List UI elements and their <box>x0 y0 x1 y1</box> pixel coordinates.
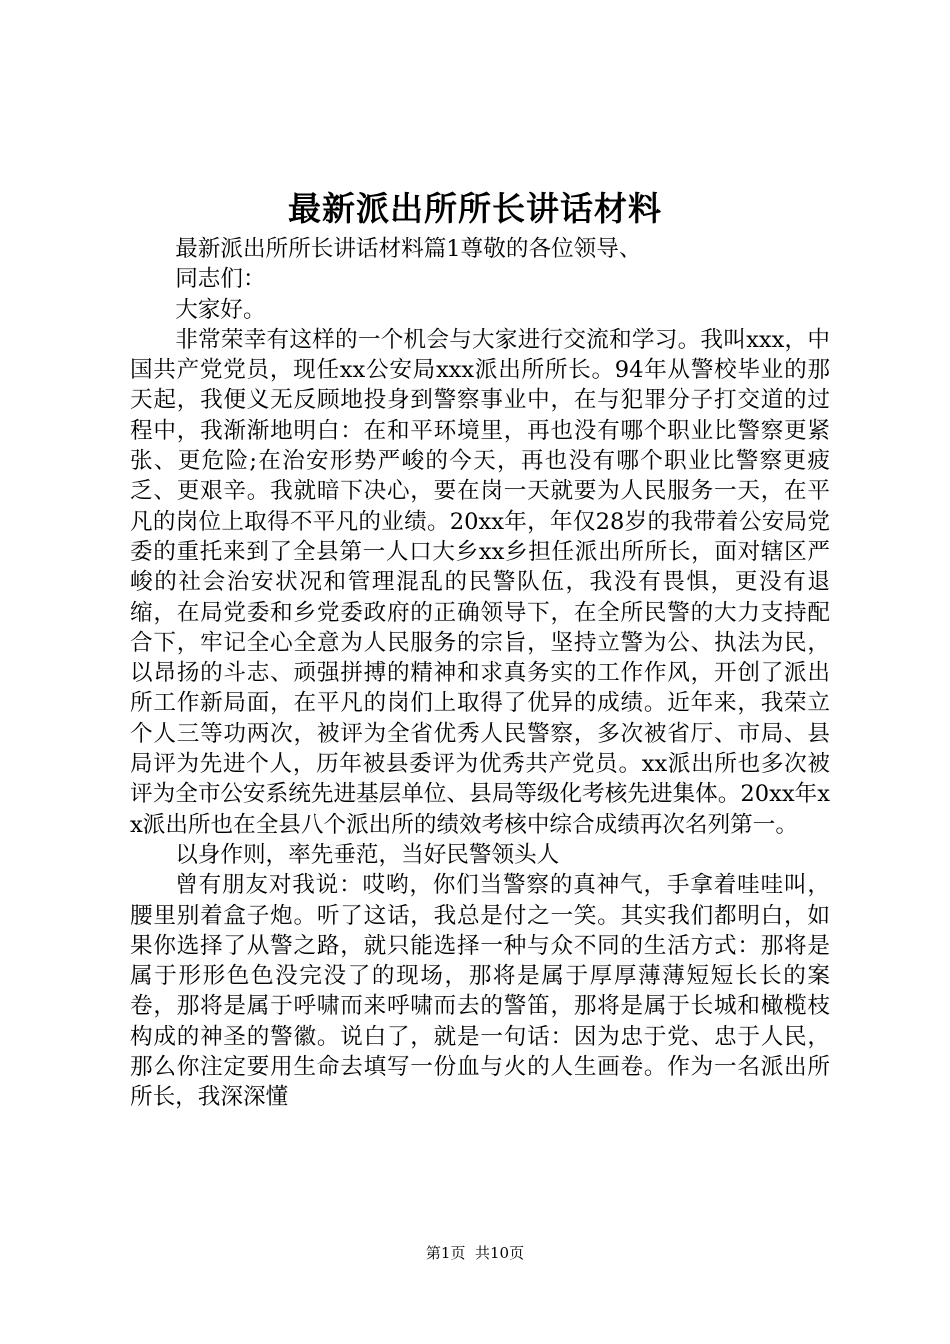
document-body <box>130 234 830 1113</box>
page-number: 第1页 <box>425 1244 466 1262</box>
paragraph-self-introduction: 非常荣幸有这样的一个机会与大家进行交流和学习。我叫xxx，中国共产党党员，现任xx公安局xxx派出所所长。94年从警校毕业的那天起，我便义无反顾地投身到警察事业中，在与犯罪分子打交道的过程中，我渐渐地明白：在和平环境里，再也没有哪个职业比警察更紧张、更危险;在治安形势严峻的今天，再也没有哪个职业比警察更疲乏、更艰辛。我就暗下决心，要在岗一天就要为人民服务一天，在平凡的岗位上取得不平凡的业绩。20xx年，年仅28岁的我带着公安局党委的重托来到了全县第一人口大乡xx乡担任派出所所长，面对辖区严峻的社会治安状况和管理混乱的民警队伍，我没有畏惧，更没有退缩，在局党委和乡党委政府的正确领导下，在全所民警的大力支持配合下，牢记全心全意为人民服务的宗旨，坚持立警为公、执法为民，以昂扬的斗志、顽强拼搏的精神和求真务实的工作作风，开创了派出所工作新局面，在平凡的岗们上取得了优异的成绩。近年来，我荣立个人三等功两次，被评为全省优秀人民警察，多次被省厅、市局、县局评为先进个人，历年被县委评为优秀共产党员。xx派出所也多次被评为全市公安系统先进基层单位、县局等级化考核先进集体。20xx年xx派出所也在全县八个派出所的绩效考核中综合成绩再次名列第一。 <box>130 326 830 838</box>
section-heading: 以身作则，率先垂范，当好民警领头人 <box>175 841 560 868</box>
paragraph-section-body: 曾有朋友对我说：哎哟，你们当警察的真神气，手拿着哇哇叫，腰里别着盒子炮。听了这话，我总是付之一笑。其实我们都明白，如果你选择了从警之路，就只能选择一种与众不同的生活方式：那将是属于形形色色没完没了的现场，那将是属于厚厚薄薄短短长长的案卷，那将是属于呼啸而来呼啸而去的警笛，那将是属于长城和橄榄枝构成的神圣的警徽。说白了，就是一句话：因为忠于党、忠于人民，那么你注定要用生命去填写一份血与火的人生画卷。作为一名派出所所长，我深深懂 <box>130 872 830 1111</box>
footer-separator <box>465 1244 475 1262</box>
paragraph-intro: 最新派出所所长讲话材料篇1尊敬的各位领导、 <box>175 236 642 262</box>
document-title: 最新派出所所长讲话材料 <box>288 189 662 228</box>
page-footer <box>0 1243 950 1263</box>
total-pages: 共10页 <box>475 1244 525 1262</box>
paragraph-greeting: 大家好。 <box>175 296 266 323</box>
paragraph-salutation: 同志们： <box>175 266 266 293</box>
